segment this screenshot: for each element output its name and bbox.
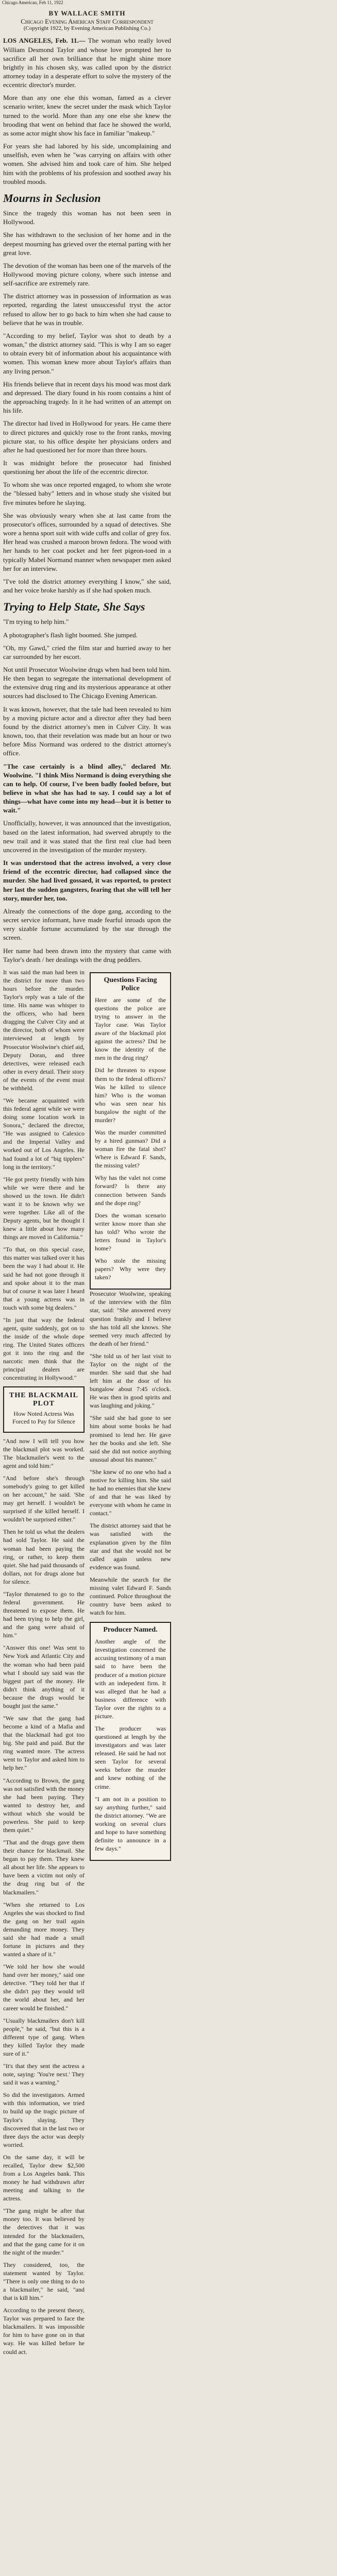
paragraph: "The gang might be after that money too. It was believed by the detectives that it was intended for the blackmailers, and that the gang came for it on the night of the murder." (3, 2207, 85, 2256)
panel-title: Producer Named. (103, 1626, 158, 1634)
panel-title: Questions Facing Police (104, 976, 157, 992)
paragraph: "That and the drugs gave them their chance for blackmail. She began to pay them. They knew all about her life. She appears to have been a victim not only of the drug ring but of the blackmailers." (3, 1839, 85, 1896)
paragraph: "She told us of her last visit to Taylor on the night of the murder. She said that she had left him at the door of his bungalow about 7:45 o'clock. He was then in good spirits and was laughing and joking." (90, 1352, 171, 1410)
box-title: THE BLACKMAIL PLOT (9, 1391, 78, 1408)
paragraph: Since the tragedy this woman has not been seen in Hollywood. (3, 209, 171, 226)
paragraph: "Oh, my Gawd," cried the film star and hurried away to her car surrounded by her escort. (3, 643, 171, 660)
panel-paragraph: Who stole the missing papers? Why were they taken? (95, 1257, 166, 1281)
panel-paragraph: Did he threaten to expose them to the federal officers? Was he killed to silence him? Who is the woman who was seen near his bungalow the night of the murder? (95, 1066, 166, 1124)
paragraph: "We saw that the gang had become a kind of a Mafia and that the blackmail had got too big. She paid and paid. But the ring wanted more. The actress went to Taylor and asked him to help her." (3, 1714, 85, 1772)
right-column (90, 968, 171, 1861)
paragraph: Already the connections of the dope gang, according to the secret service informant, have made fearful inroads upon the very sizable fortune accumulated by the star through the screen. (3, 907, 171, 942)
paragraph: Her name had been drawn into the mystery that came with Taylor's death / her dealings with the drug peddlers. (3, 946, 171, 963)
source-label: Chicago American, Feb 11, 1922 (2, 0, 63, 5)
article-column (3, 8, 171, 2360)
paragraph: "And now I will tell you how the blackmail plot was worked. The blackmailer's went to the agent and told him:" (3, 1437, 85, 1469)
dateline: LOS ANGELES, Feb. 11.— (3, 37, 86, 45)
paragraph: "And before she's through somebody's going to get killed on her account," he said. 'She may get herself. I wouldn't be surprised if she killed herself. I wouldn't be surprised either." (3, 1474, 85, 1523)
paragraph: To whom she was once reported engaged, to whom she wrote the "blessed baby" letters and in whose study she visited but five minutes before he slaying. (3, 481, 171, 506)
paragraph: His friends believe that in recent days his mood was most dark and depressed. The diary found in his room contains a hint of the approaching tragedy. In it he had written of an attempt on his life. (3, 380, 172, 415)
copyright-line: (Copyright 1922, by Evening American Publishing Co.) (23, 25, 151, 32)
paragraph: She has withdrawn to the seclusion of her home and in the deepest mourning has grieved over the eternal parting with her great love. (3, 231, 171, 257)
paragraph: "To that, on this special case, this matter was talked over it has been the way I had about it. He said he had not gone through it and spoke about it to the man but of course it was later I heard that a young actress was in touch with some big dealers." (3, 1246, 85, 1311)
paragraph: Not until Prosecutor Woolwine drugs when had been told him. He then began to segregate the international development of the extensive drug ring and its mysterious appearance at other sources had disclosed to The Chicago Evening American. (3, 665, 171, 700)
lead-paragraph (3, 36, 171, 89)
paragraph: It was midnight before the prosecutor had finished questioning her about the life of the eccentric director. (3, 459, 171, 476)
two-column-section (3, 968, 171, 2360)
paragraph: "Usually blackmailers don't kill people," he said, "but this is a different type of gang. When they killed Taylor they made sure of it." (3, 2016, 85, 2057)
paragraph: On the same day, it will be recalled, Taylor drew $2,500 from a Los Angeles bank. This money he had withdrawn after meeting and talking to the actress. (3, 2153, 85, 2202)
paragraph: Meanwhile the search for the missing valet Edward F. Sands continued. Police throughout the country have been asked to watch for him. (90, 1575, 171, 1617)
byline (3, 9, 171, 32)
quote-paragraph: It was understood that the actress involved, a very close friend of the eccentric director, had collapsed since the murder. She had lived gossaed, it was reported, to protect her last the sudden gangsters, fearing that she will tell her story, murder her, too. (3, 859, 171, 902)
author-name: BY WALLACE SMITH (48, 9, 126, 17)
questions-panel (90, 972, 171, 1290)
paragraph: "She said she had gone to see him about some books he had promised to lend her. He gave her the books and she left. She said she did not notice anything unusual about his manner." (90, 1414, 171, 1463)
paragraph: According to the present theory, Taylor was prepared to face the blackmailers. It was impossible for him to have gone on in that way. He was killed before he could act. (3, 2307, 85, 2355)
left-column (3, 968, 85, 2360)
paragraph: "According to my belief, Taylor was shot to death by a woman," the district attorney said. "This is why I am so eager to obtain every bit of information about his acquaintance with women. This woman knew more about Taylor's affairs than any living person." (3, 331, 171, 375)
producer-panel (90, 1622, 171, 1861)
panel-paragraph: Does the woman scenario writer know more than she has told? Who wrote the letters found in Taylor's home? (95, 1211, 166, 1252)
paragraph: Prosecutor Woolwine, speaking of the interview with the film star, said: "She answered every question frankly and I believe she has told all she knows. She seemed very much affected by the death of her friend." (90, 1290, 171, 1347)
paragraph: They considered, too, the statement wanted by Taylor. "There is only one thing to do to a blackmailer," he said, "and that is kill him." (3, 2261, 85, 2302)
paragraph: "I'm trying to help him." (3, 618, 69, 626)
paragraph: A photographer's flash light boomed. She jumped. (3, 631, 138, 639)
blackmail-plot-box (3, 1386, 85, 1433)
paragraph: "Taylor threatened to go to the federal government. He threatened to expose them. He had been trying to help the girl, and the gang were afraid of him." (3, 1590, 85, 1639)
paragraph: "She knew of no one who had a motive for killing him. She said he had no enemies that she knew of and that he was liked by everyone with whom he came in contact." (90, 1468, 171, 1517)
paragraph: "In just that way the federal agent, quite suddenly, got on to the inside of the whole dope ring. The United States officers got it into the ring and the narcotic men think that the principal dealers are concentrating in Hollywood." (3, 1316, 85, 1382)
panel-paragraph: "I am not in a position to say anything further," said the district attorney. "We are working on several clues and hope to have something definite to announce in a few days." (95, 1795, 166, 1853)
paragraph: She was obviously weary when she at last came from the prosecutor's offices, surrounded by a squad of detectives. She wore a henna sport suit with wide cuffs and collar of grey fox. Her head was crushed a maroon brown fedora. The wood with her hands to her coat pocket and her feet pigeon-toed in a typically Mabel Normand manner when newspaper men asked her for an interview. (3, 511, 171, 572)
paragraph: "According to Brown, the gang was not satisfied with the money she had been paying. They wanted to destroy her, and without which she would be powerless. She paid to keep them quiet." (3, 1776, 85, 1834)
page-header (0, 0, 337, 6)
paragraph: It was said the man had been in the district for more than two hours before the murder. Taylor's reply was a tale of the time. His name was whisper to the officers, who had been dragging the Culver City and at the director, both of whom were interviewed at length by Prosecutor Woolwine's chief aid, Deputy Doran, and three detectives, were released each other in every detail. Their story of the events of the event must be withheld. (3, 968, 85, 1092)
paragraph: "He got pretty friendly with him while we were there and he showed us the town. He didn't want it to be known why we were together. Like all of the Deputy agents, but he thought I knew a little about how many things are moved in California." (3, 1175, 85, 1241)
paragraph: The director had lived in Hollywood for years. He came there to direct pictures and quickly rose to the front ranks, moving picture star, to his office despite her physicians orders and after he had questioned her for more than three hours. (3, 419, 171, 454)
paragraph: The devotion of the woman has been one of the marvels of the Hollywood moving picture colony, where such intense and self-sacrifice are extremely rare. (3, 261, 171, 287)
author-title: Chicago Evening American Staff Correspondent (21, 17, 154, 25)
paragraph: "We became acquainted with this federal agent while we were doing some location work in Sonora," declared the director, "He was assigned to Calexico and the Imperial Valley and worked out of Los Angeles. He had found a lot of "big tipplers" long in the territory." (3, 1096, 85, 1171)
paragraph: "When she returned to Los Angeles she was shocked to find the gang on her trail again demanding more money. They said she had made a small fortune in pictures and they wanted a share of it." (3, 1901, 85, 1958)
quote-paragraph: "The case certainly is a blind alley," declared Mr. Woolwine. "I think Miss Normand is doing everything she can to help. Of course, I've been badly fooled before, but believe in what she has had to say. I could say a lot of things—what have come into my head—but it is better to wait." (3, 762, 171, 815)
paragraph: Unofficially, however, it was announced that the investigation, based on the latest information, had swerved abruptly to the new trail and it was stated that the first real clue had been uncovered in the investigation of the murder mystery. (3, 819, 171, 854)
panel-paragraph: The producer was questioned at length by the investigators and was later released. He said he had not seen Taylor for several weeks before the murder and knew nothing of the crime. (95, 1724, 166, 1790)
paragraph: The district attorney was in possession of information as was reported, regarding the latest unsuccessful tryst the actor refused to allow her to go back to him when she had cause to believe that he was in trouble. (3, 292, 171, 327)
paragraph: "I've told the district attorney everything I know," she said, and her voice broke harshly as if she had spoken much. (3, 577, 171, 594)
paragraph: "It's that they sent the actress a note, saying: 'You're next.' They said it was a warning." (3, 2062, 85, 2087)
subheading: Mourns in Seclusion (3, 191, 101, 205)
paragraph: It was known, however, that the tale had been revealed to him by a moving picture actor and a director after they had been found by the district attorney's men in Culver City. It was known, too, that their revelation was made but an hour or two before Miss Normand was ordered to the district attorney's office. (3, 705, 171, 757)
panel-paragraph: Was the murder committed by a hired gunman? Did a woman fire the fatal shot? Where is Edward F. Sands, the missing valet? (95, 1128, 166, 1170)
panel-paragraph: Another angle of the investigation concerned the accusing testimony of a man said to have been the producer of a motion picture with an indepedent firm. It was alleged that he had a business difference with Taylor over the rights to a picture. (95, 1638, 166, 1720)
box-deck: How Noted Actress Was Forced to Pay for Silence (12, 1410, 75, 1425)
paragraph: Then he told us what the dealers had sold Taylor. He said the woman had been paying the ring, or rather, to keep them quiet. She had paid thousands of dollars, not for drugs alone but for silence. (3, 1528, 85, 1585)
paragraph: So did the investigators. Armed with this information, we tried to build up the tragic picture of Taylor's slaying. They discovered that in the last two or three days the actor was deeply worried. (3, 2091, 85, 2148)
paragraph: The district attorney said that he was satisfied with the explanation given by the film star and that she would not be called again unless new evidence was found. (90, 1522, 171, 1571)
paragraph: For years she had labored by his side, uncomplaining and unselfish, even when he "was carrying on affairs with other women. She advised him and took care of him. She helped him with the problems of his profession and soothed away his troubled moods. (3, 142, 171, 185)
lead-text: The woman who really loved William Desmond Taylor and whose love prompted her to sacrifice all her own brilliance that he might shine more brightly in his chosen sky, was called upon by the district attorney today in a desperate effort to solve the mystery of the eccentric director's murder. (3, 37, 172, 89)
panel-paragraph: Here are some of the questions the police are trying to answer in the Taylor case. Was Taylor aware of the blackmail plot against the actress? Did he know the identity of the men in the drug ring? (95, 996, 166, 1062)
panel-paragraph: Why has the valet not come forward? Is there any connection between Sands and the dope ring? (95, 1174, 166, 1207)
paragraph: More than any one else this woman, famed as a clever scenario writer, knew the secret under the mask which Taylor turned to the world. More than any one else she knew the brooding that went on behind that face he showed the world, as some actor might show his face in familiar "makeup." (3, 94, 171, 137)
paragraph: "We told her how she would hand over her money," said one detective. "They told her that if she didn't pay they would tell the world about her, and her career would be finished." (3, 1963, 85, 2012)
subheading: Trying to Help State, She Says (3, 600, 145, 614)
paragraph: "Answer this one! Was sent to New York and Atlantic City and the woman who had been paid what I should say said was the biggest part of the money. He didn't think anything of it because the drugs would be bought just the same." (3, 1644, 85, 1709)
